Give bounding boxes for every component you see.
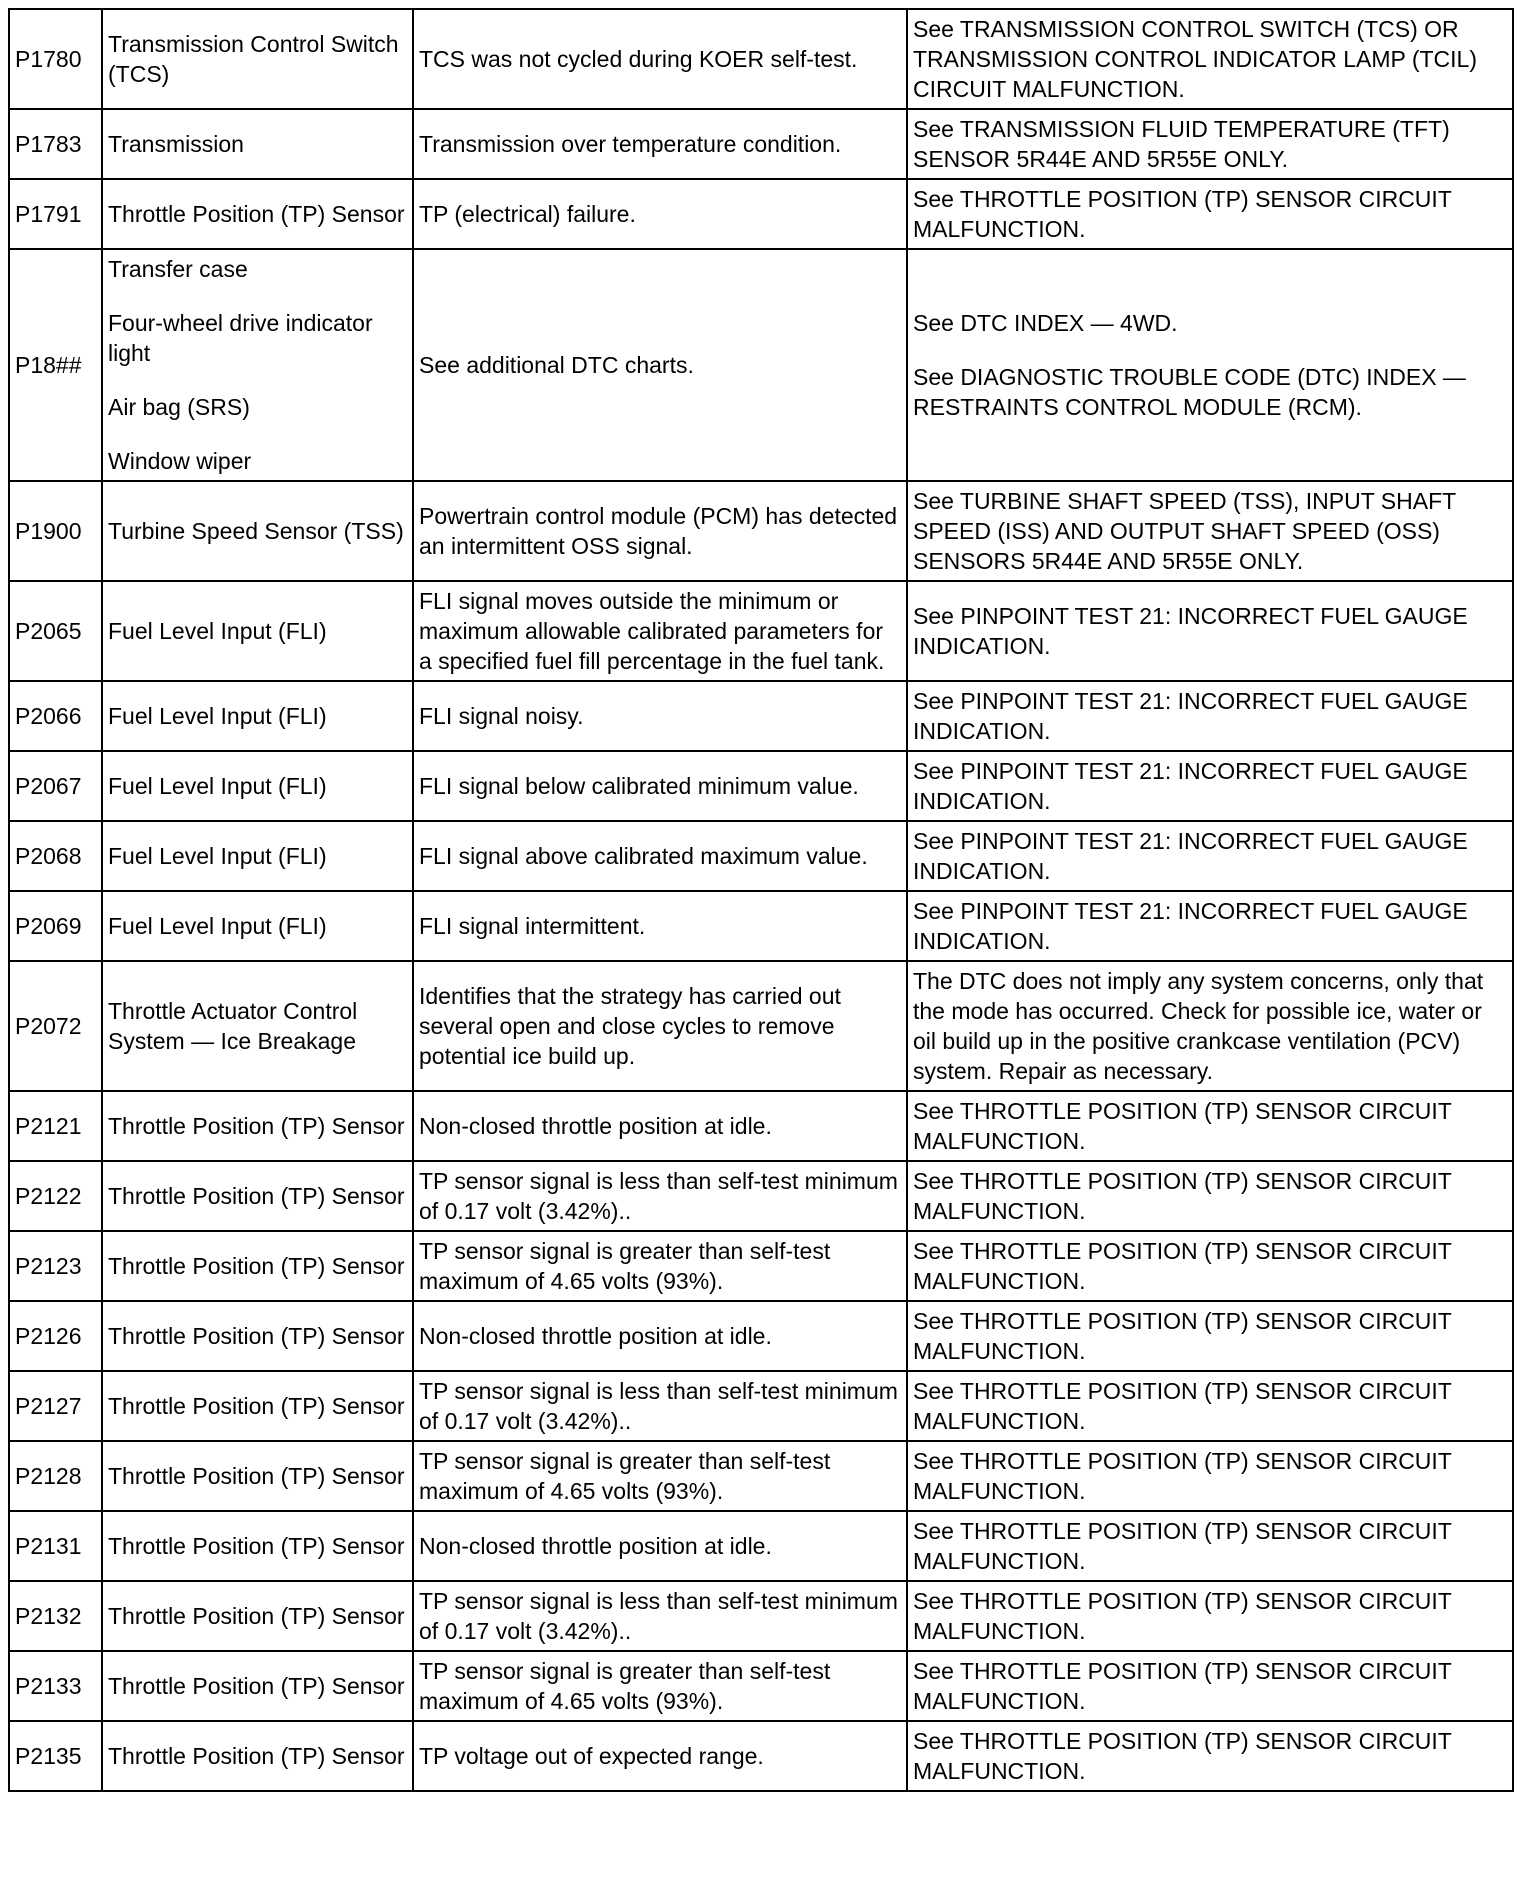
dtc-code: P2133 bbox=[15, 1673, 82, 1699]
dtc-code-cell bbox=[9, 1511, 102, 1581]
table-row bbox=[9, 249, 1513, 481]
description-cell bbox=[413, 249, 907, 481]
dtc-code-cell bbox=[9, 581, 102, 681]
component-cell bbox=[102, 1511, 413, 1581]
component-text: Throttle Actuator Control System — Ice Breakage bbox=[108, 998, 358, 1054]
table-row bbox=[9, 891, 1513, 961]
dtc-code: P2067 bbox=[15, 773, 82, 799]
action-line: See THROTTLE POSITION (TP) SENSOR CIRCUIT MALFUNCTION. bbox=[913, 1308, 1452, 1364]
dtc-code: P2065 bbox=[15, 618, 82, 644]
component-cell bbox=[102, 481, 413, 581]
action-cell bbox=[907, 891, 1513, 961]
dtc-code: P2132 bbox=[15, 1603, 82, 1629]
description-text: TP sensor signal is less than self-test minimum of 0.17 volt (3.42%).. bbox=[419, 1168, 898, 1224]
action-line: See THROTTLE POSITION (TP) SENSOR CIRCUIT MALFUNCTION. bbox=[913, 1098, 1452, 1154]
description-text: Non-closed throttle position at idle. bbox=[419, 1533, 772, 1559]
description-cell bbox=[413, 9, 907, 109]
component-cell bbox=[102, 1231, 413, 1301]
component-text: Throttle Position (TP) Sensor bbox=[108, 1603, 405, 1629]
description-cell bbox=[413, 751, 907, 821]
action-cell bbox=[907, 1721, 1513, 1791]
description-text: TP sensor signal is less than self-test minimum of 0.17 volt (3.42%).. bbox=[419, 1588, 898, 1644]
dtc-table bbox=[8, 8, 1514, 1792]
table-row bbox=[9, 1511, 1513, 1581]
table-row bbox=[9, 109, 1513, 179]
component-line: Transfer case bbox=[108, 256, 248, 282]
dtc-code: P2121 bbox=[15, 1113, 82, 1139]
component-text: Fuel Level Input (FLI) bbox=[108, 773, 327, 799]
component-cell bbox=[102, 1161, 413, 1231]
table-row bbox=[9, 481, 1513, 581]
action-cell bbox=[907, 1651, 1513, 1721]
action-line: See TURBINE SHAFT SPEED (TSS), INPUT SHAFT SPEED (ISS) AND OUTPUT SHAFT SPEED (OSS) SENSORS 5R44E AND 5R55E ONLY. bbox=[913, 488, 1456, 574]
dtc-code-cell bbox=[9, 481, 102, 581]
component-text: Throttle Position (TP) Sensor bbox=[108, 1673, 405, 1699]
component-text: Transmission bbox=[108, 131, 244, 157]
dtc-code-cell bbox=[9, 1651, 102, 1721]
description-cell bbox=[413, 1161, 907, 1231]
description-text: Non-closed throttle position at idle. bbox=[419, 1323, 772, 1349]
description-text: See additional DTC charts. bbox=[419, 352, 694, 378]
component-text: Fuel Level Input (FLI) bbox=[108, 913, 327, 939]
table-row bbox=[9, 1441, 1513, 1511]
dtc-table-body bbox=[9, 9, 1513, 1791]
description-text: Transmission over temperature condition. bbox=[419, 131, 842, 157]
component-line: Window wiper bbox=[108, 448, 252, 474]
table-row bbox=[9, 961, 1513, 1091]
action-cell bbox=[907, 1581, 1513, 1651]
description-text: TCS was not cycled during KOER self-test. bbox=[419, 46, 858, 72]
action-line: See THROTTLE POSITION (TP) SENSOR CIRCUIT MALFUNCTION. bbox=[913, 1728, 1452, 1784]
action-line: See THROTTLE POSITION (TP) SENSOR CIRCUIT MALFUNCTION. bbox=[913, 1378, 1452, 1434]
dtc-code-cell bbox=[9, 821, 102, 891]
table-row bbox=[9, 179, 1513, 249]
component-text: Transmission Control Switch (TCS) bbox=[108, 31, 399, 87]
dtc-code-cell bbox=[9, 1231, 102, 1301]
component-cell bbox=[102, 821, 413, 891]
action-line: See THROTTLE POSITION (TP) SENSOR CIRCUIT MALFUNCTION. bbox=[913, 1658, 1452, 1714]
component-cell bbox=[102, 751, 413, 821]
description-text: TP voltage out of expected range. bbox=[419, 1743, 764, 1769]
action-line: See PINPOINT TEST 21: INCORRECT FUEL GAUGE INDICATION. bbox=[913, 688, 1468, 744]
table-row bbox=[9, 1721, 1513, 1791]
action-cell bbox=[907, 1091, 1513, 1161]
component-line: Air bag (SRS) bbox=[108, 394, 250, 420]
action-line: See TRANSMISSION CONTROL SWITCH (TCS) OR TRANSMISSION CONTROL INDICATOR LAMP (TCIL) CIRCUIT MALFUNCTION. bbox=[913, 16, 1477, 102]
component-cell bbox=[102, 109, 413, 179]
component-cell bbox=[102, 1091, 413, 1161]
component-text: Throttle Position (TP) Sensor bbox=[108, 1743, 405, 1769]
action-cell bbox=[907, 249, 1513, 481]
component-text: Fuel Level Input (FLI) bbox=[108, 703, 327, 729]
description-cell bbox=[413, 109, 907, 179]
dtc-code-cell bbox=[9, 1371, 102, 1441]
action-line: See THROTTLE POSITION (TP) SENSOR CIRCUIT MALFUNCTION. bbox=[913, 1588, 1452, 1644]
action-cell bbox=[907, 109, 1513, 179]
dtc-code: P2068 bbox=[15, 843, 82, 869]
description-cell bbox=[413, 1511, 907, 1581]
dtc-code-cell bbox=[9, 1161, 102, 1231]
table-row bbox=[9, 1231, 1513, 1301]
table-row bbox=[9, 1161, 1513, 1231]
component-text: Throttle Position (TP) Sensor bbox=[108, 1393, 405, 1419]
action-line: See THROTTLE POSITION (TP) SENSOR CIRCUIT MALFUNCTION. bbox=[913, 1168, 1452, 1224]
description-cell bbox=[413, 179, 907, 249]
dtc-code: P2066 bbox=[15, 703, 82, 729]
dtc-code-cell bbox=[9, 891, 102, 961]
dtc-code: P2069 bbox=[15, 913, 82, 939]
description-cell bbox=[413, 581, 907, 681]
action-cell bbox=[907, 1301, 1513, 1371]
dtc-code-cell bbox=[9, 1441, 102, 1511]
dtc-code-cell bbox=[9, 1091, 102, 1161]
dtc-code-cell bbox=[9, 109, 102, 179]
dtc-code: P1900 bbox=[15, 518, 82, 544]
dtc-code-cell bbox=[9, 9, 102, 109]
table-row bbox=[9, 681, 1513, 751]
component-cell bbox=[102, 9, 413, 109]
description-text: TP sensor signal is greater than self-test maximum of 4.65 volts (93%). bbox=[419, 1658, 831, 1714]
dtc-code-cell bbox=[9, 249, 102, 481]
component-text: Throttle Position (TP) Sensor bbox=[108, 1533, 405, 1559]
component-cell bbox=[102, 581, 413, 681]
dtc-code: P2127 bbox=[15, 1393, 82, 1419]
dtc-code: P1791 bbox=[15, 201, 82, 227]
dtc-code-cell bbox=[9, 1721, 102, 1791]
component-text: Throttle Position (TP) Sensor bbox=[108, 1253, 405, 1279]
component-cell bbox=[102, 891, 413, 961]
component-text: Throttle Position (TP) Sensor bbox=[108, 1113, 405, 1139]
action-cell bbox=[907, 821, 1513, 891]
description-text: Identifies that the strategy has carried out several open and close cycles to remove potential ice build up. bbox=[419, 983, 841, 1069]
component-cell bbox=[102, 961, 413, 1091]
dtc-code: P2072 bbox=[15, 1013, 82, 1039]
action-line: See TRANSMISSION FLUID TEMPERATURE (TFT) SENSOR 5R44E AND 5R55E ONLY. bbox=[913, 116, 1450, 172]
description-cell bbox=[413, 681, 907, 751]
description-text: TP sensor signal is greater than self-test maximum of 4.65 volts (93%). bbox=[419, 1238, 831, 1294]
action-cell bbox=[907, 751, 1513, 821]
dtc-code: P2128 bbox=[15, 1463, 82, 1489]
dtc-code: P2122 bbox=[15, 1183, 82, 1209]
component-text: Throttle Position (TP) Sensor bbox=[108, 1463, 405, 1489]
component-cell bbox=[102, 1581, 413, 1651]
action-line: See DIAGNOSTIC TROUBLE CODE (DTC) INDEX — RESTRAINTS CONTROL MODULE (RCM). bbox=[913, 364, 1466, 420]
description-cell bbox=[413, 1301, 907, 1371]
component-text: Fuel Level Input (FLI) bbox=[108, 618, 327, 644]
component-text: Fuel Level Input (FLI) bbox=[108, 843, 327, 869]
description-cell bbox=[413, 821, 907, 891]
description-cell bbox=[413, 481, 907, 581]
description-cell bbox=[413, 1231, 907, 1301]
description-text: FLI signal above calibrated maximum value. bbox=[419, 843, 868, 869]
dtc-code-cell bbox=[9, 1301, 102, 1371]
dtc-code: P1783 bbox=[15, 131, 82, 157]
action-cell bbox=[907, 1511, 1513, 1581]
table-row bbox=[9, 821, 1513, 891]
component-cell bbox=[102, 1651, 413, 1721]
table-row bbox=[9, 1651, 1513, 1721]
component-cell bbox=[102, 1371, 413, 1441]
action-cell bbox=[907, 1441, 1513, 1511]
description-text: TP sensor signal is less than self-test minimum of 0.17 volt (3.42%).. bbox=[419, 1378, 898, 1434]
component-cell bbox=[102, 1721, 413, 1791]
action-line: The DTC does not imply any system concerns, only that the mode has occurred. Check for possible ice, water or oil build up in the positive crankcase ventilation (PCV) system. Repair as necessary. bbox=[913, 968, 1484, 1084]
description-cell bbox=[413, 1091, 907, 1161]
description-cell bbox=[413, 1441, 907, 1511]
table-row bbox=[9, 1581, 1513, 1651]
description-cell bbox=[413, 1581, 907, 1651]
component-text: Throttle Position (TP) Sensor bbox=[108, 1323, 405, 1349]
dtc-code: P18## bbox=[15, 352, 82, 378]
table-row bbox=[9, 751, 1513, 821]
action-line: See PINPOINT TEST 21: INCORRECT FUEL GAUGE INDICATION. bbox=[913, 758, 1468, 814]
action-cell bbox=[907, 961, 1513, 1091]
description-cell bbox=[413, 891, 907, 961]
action-line: See PINPOINT TEST 21: INCORRECT FUEL GAUGE INDICATION. bbox=[913, 603, 1468, 659]
action-line: See DTC INDEX — 4WD. bbox=[913, 310, 1178, 336]
table-row bbox=[9, 9, 1513, 109]
description-text: Non-closed throttle position at idle. bbox=[419, 1113, 772, 1139]
description-text: FLI signal below calibrated minimum value. bbox=[419, 773, 859, 799]
description-cell bbox=[413, 1651, 907, 1721]
action-line: See PINPOINT TEST 21: INCORRECT FUEL GAUGE INDICATION. bbox=[913, 898, 1468, 954]
description-text: TP sensor signal is greater than self-test maximum of 4.65 volts (93%). bbox=[419, 1448, 831, 1504]
description-text: FLI signal noisy. bbox=[419, 703, 584, 729]
action-cell bbox=[907, 179, 1513, 249]
component-cell bbox=[102, 1301, 413, 1371]
action-cell bbox=[907, 9, 1513, 109]
action-line: See THROTTLE POSITION (TP) SENSOR CIRCUIT MALFUNCTION. bbox=[913, 1238, 1452, 1294]
description-text: FLI signal moves outside the minimum or maximum allowable calibrated parameters for a specified fuel fill percentage in the fuel tank. bbox=[419, 588, 885, 674]
description-text: Powertrain control module (PCM) has detected an intermittent OSS signal. bbox=[419, 503, 898, 559]
dtc-code-cell bbox=[9, 961, 102, 1091]
description-cell bbox=[413, 961, 907, 1091]
dtc-code-cell bbox=[9, 179, 102, 249]
dtc-code: P2135 bbox=[15, 1743, 82, 1769]
component-text: Throttle Position (TP) Sensor bbox=[108, 201, 405, 227]
description-text: FLI signal intermittent. bbox=[419, 913, 646, 939]
action-cell bbox=[907, 581, 1513, 681]
action-line: See PINPOINT TEST 21: INCORRECT FUEL GAUGE INDICATION. bbox=[913, 828, 1468, 884]
component-cell bbox=[102, 1441, 413, 1511]
description-cell bbox=[413, 1371, 907, 1441]
action-line: See THROTTLE POSITION (TP) SENSOR CIRCUIT MALFUNCTION. bbox=[913, 1448, 1452, 1504]
dtc-code: P2126 bbox=[15, 1323, 82, 1349]
description-cell bbox=[413, 1721, 907, 1791]
component-line: Four-wheel drive indicator light bbox=[108, 310, 373, 366]
dtc-code-cell bbox=[9, 1581, 102, 1651]
component-cell bbox=[102, 179, 413, 249]
component-cell bbox=[102, 249, 413, 481]
description-text: TP (electrical) failure. bbox=[419, 201, 636, 227]
component-text: Throttle Position (TP) Sensor bbox=[108, 1183, 405, 1209]
table-row bbox=[9, 1091, 1513, 1161]
action-cell bbox=[907, 681, 1513, 751]
table-row bbox=[9, 1301, 1513, 1371]
dtc-code-cell bbox=[9, 681, 102, 751]
action-line: See THROTTLE POSITION (TP) SENSOR CIRCUIT MALFUNCTION. bbox=[913, 186, 1452, 242]
component-cell bbox=[102, 681, 413, 751]
action-line: See THROTTLE POSITION (TP) SENSOR CIRCUIT MALFUNCTION. bbox=[913, 1518, 1452, 1574]
component-text: Turbine Speed Sensor (TSS) bbox=[108, 518, 404, 544]
table-row bbox=[9, 581, 1513, 681]
table-row bbox=[9, 1371, 1513, 1441]
dtc-code-cell bbox=[9, 751, 102, 821]
dtc-code: P1780 bbox=[15, 46, 82, 72]
dtc-code: P2123 bbox=[15, 1253, 82, 1279]
action-cell bbox=[907, 481, 1513, 581]
dtc-code: P2131 bbox=[15, 1533, 82, 1559]
action-cell bbox=[907, 1371, 1513, 1441]
action-cell bbox=[907, 1231, 1513, 1301]
action-cell bbox=[907, 1161, 1513, 1231]
